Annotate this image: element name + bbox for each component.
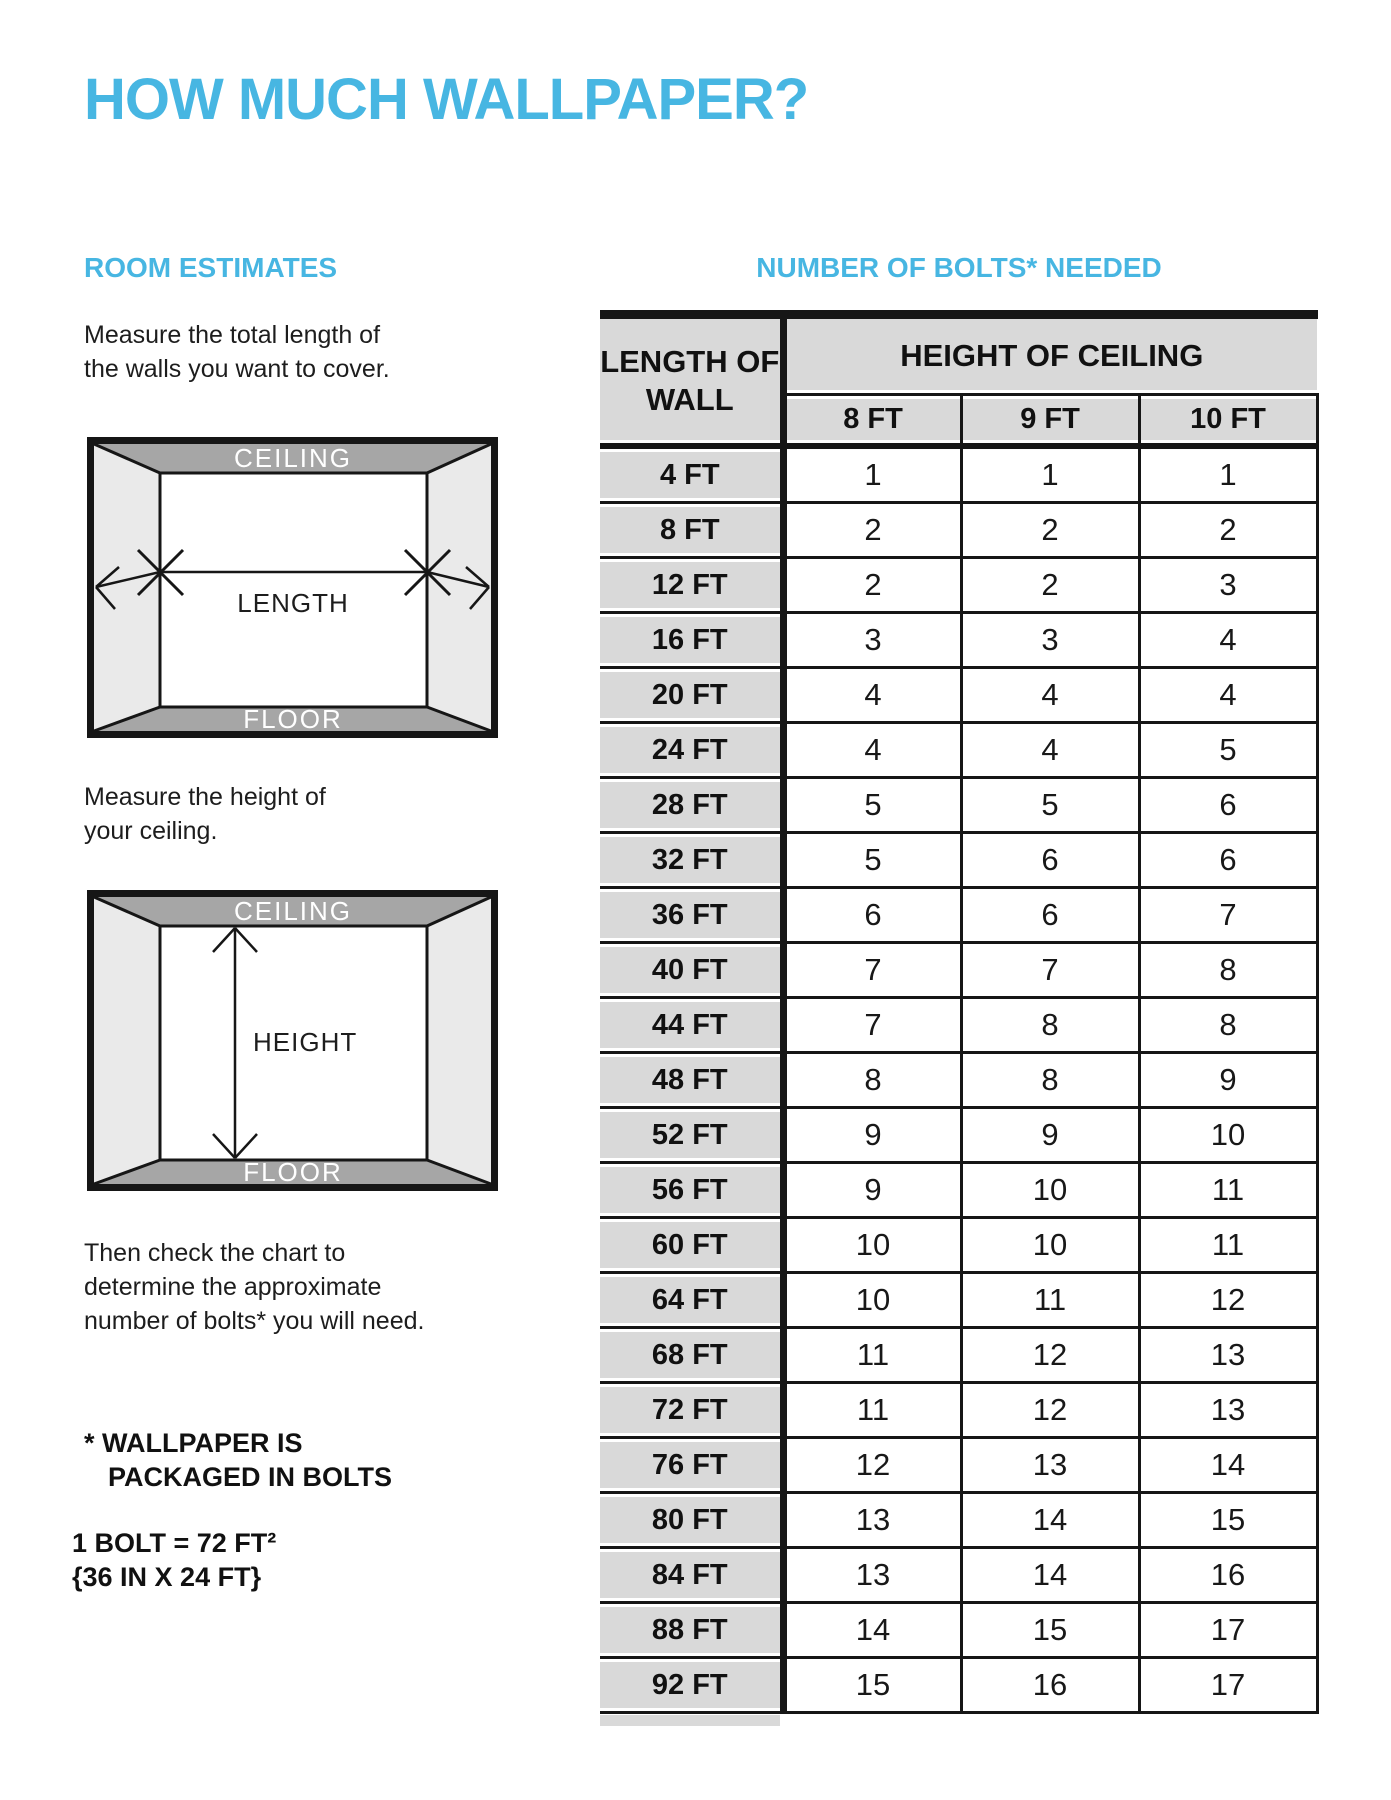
bolt-count-cell: 14 [1139, 1438, 1317, 1493]
left-wall [94, 897, 160, 1184]
wall-length-cell: 84 FT [600, 1548, 783, 1603]
wall-length-cell: 16 FT [600, 613, 783, 668]
table-row [600, 1383, 1317, 1438]
bolt-count-cell: 4 [961, 723, 1139, 778]
bolt-count-cell: 11 [783, 1383, 961, 1438]
table-row [600, 1438, 1317, 1493]
wall-length-cell: 56 FT [600, 1163, 783, 1218]
bolt-count-cell: 6 [961, 833, 1139, 888]
bolts-needed-heading: NUMBER OF BOLTS* NEEDED [756, 252, 1162, 283]
bolt-count-cell: 17 [1139, 1603, 1317, 1658]
bolt-count-cell: 3 [783, 613, 961, 668]
bolt-count-cell: 3 [961, 613, 1139, 668]
bolt-count-cell: 7 [961, 943, 1139, 998]
bolt-definition-line: {36 IN X 24 FT} [72, 1562, 262, 1592]
wallpaper-footnote [84, 1426, 392, 1494]
bolt-count-cell: 16 [961, 1658, 1139, 1713]
wall-length-cell: 20 FT [600, 668, 783, 723]
bolt-count-cell: 1 [1139, 446, 1317, 503]
paragraph-line: Measure the height of [84, 783, 326, 811]
bolt-count-cell: 13 [1139, 1383, 1317, 1438]
table-row [600, 943, 1317, 998]
wall-length-cell: 48 FT [600, 1053, 783, 1108]
paragraph-line: determine the approximate [84, 1273, 382, 1301]
bolt-count-cell: 6 [1139, 778, 1317, 833]
bolt-count-cell: 10 [783, 1218, 961, 1273]
table-row [600, 998, 1317, 1053]
height-label: HEIGHT [253, 1027, 358, 1057]
table-body [600, 446, 1317, 1713]
bolt-count-cell: 2 [961, 558, 1139, 613]
check-chart-paragraph [84, 1236, 424, 1338]
wall-length-cell: 92 FT [600, 1658, 783, 1713]
bolt-count-cell: 6 [961, 888, 1139, 943]
wall-length-cell: 52 FT [600, 1108, 783, 1163]
table-row [600, 558, 1317, 613]
bolt-count-cell: 2 [783, 558, 961, 613]
bolt-count-cell: 5 [783, 833, 961, 888]
table-row [600, 888, 1317, 943]
bolt-count-cell: 8 [783, 1053, 961, 1108]
table-row [600, 1163, 1317, 1218]
left-wall [94, 444, 160, 731]
floor-label: FLOOR [243, 704, 343, 734]
bolt-count-cell: 4 [1139, 613, 1317, 668]
bolt-count-cell: 12 [783, 1438, 961, 1493]
bolt-count-cell: 9 [1139, 1053, 1317, 1108]
bolt-count-cell: 5 [961, 778, 1139, 833]
page-title: HOW MUCH WALLPAPER? [84, 67, 809, 132]
ceiling-label: CEILING [233, 443, 353, 473]
table-row [600, 1328, 1317, 1383]
wall-length-cell: 40 FT [600, 943, 783, 998]
bolt-count-cell: 12 [961, 1328, 1139, 1383]
paragraph-line: Measure the total length of [84, 321, 381, 349]
bolt-definition-line: 1 BOLT = 72 FT² [72, 1528, 277, 1558]
bolt-count-cell: 9 [783, 1108, 961, 1163]
table-row [600, 1053, 1317, 1108]
bolt-count-cell: 9 [961, 1108, 1139, 1163]
table-bottom-sliver [600, 1715, 780, 1726]
wall-length-cell: 36 FT [600, 888, 783, 943]
room-height-diagram [87, 890, 498, 1191]
wall-length-cell: 4 FT [600, 446, 783, 503]
wall-length-cell: 60 FT [600, 1218, 783, 1273]
table-row [600, 1108, 1317, 1163]
height-of-ceiling-header: HEIGHT OF CEILING [783, 319, 1317, 395]
length-of-wall-header: LENGTH OF WALL [600, 319, 783, 446]
bolt-count-cell: 11 [783, 1328, 961, 1383]
bolt-count-cell: 13 [783, 1493, 961, 1548]
table-header-row [600, 319, 1317, 395]
bolt-count-cell: 6 [1139, 833, 1317, 888]
right-wall [427, 444, 491, 731]
bolt-count-cell: 4 [1139, 668, 1317, 723]
bolt-count-cell: 16 [1139, 1548, 1317, 1603]
table-row [600, 778, 1317, 833]
bolt-count-cell: 2 [1139, 503, 1317, 558]
bolt-count-cell: 3 [1139, 558, 1317, 613]
wall-length-cell: 80 FT [600, 1493, 783, 1548]
bolts-table [600, 319, 1319, 1714]
bolt-count-cell: 8 [961, 998, 1139, 1053]
wall-length-cell: 8 FT [600, 503, 783, 558]
right-wall [427, 897, 491, 1184]
bolt-count-cell: 14 [961, 1548, 1139, 1603]
bolt-count-cell: 1 [961, 446, 1139, 503]
bolt-count-cell: 13 [783, 1548, 961, 1603]
bolt-count-cell: 10 [1139, 1108, 1317, 1163]
table-row [600, 1218, 1317, 1273]
column-header-9ft: 9 FT [961, 395, 1139, 447]
table-row [600, 833, 1317, 888]
column-header-10ft: 10 FT [1139, 395, 1317, 447]
bolt-count-cell: 10 [961, 1163, 1139, 1218]
bolt-count-cell: 7 [783, 998, 961, 1053]
bolts-table-container [600, 310, 1318, 1726]
table-row [600, 1273, 1317, 1328]
floor-label: FLOOR [243, 1157, 343, 1187]
bolt-count-cell: 1 [783, 446, 961, 503]
bolt-count-cell: 15 [783, 1658, 961, 1713]
wall-length-cell: 88 FT [600, 1603, 783, 1658]
bolt-count-cell: 4 [961, 668, 1139, 723]
wall-length-cell: 64 FT [600, 1273, 783, 1328]
bolt-count-cell: 11 [1139, 1163, 1317, 1218]
wall-length-cell: 24 FT [600, 723, 783, 778]
table-row [600, 1603, 1317, 1658]
bolt-count-cell: 10 [783, 1273, 961, 1328]
bolt-count-cell: 8 [961, 1053, 1139, 1108]
bolt-count-cell: 8 [1139, 943, 1317, 998]
bolt-count-cell: 5 [1139, 723, 1317, 778]
bolt-count-cell: 4 [783, 668, 961, 723]
bolt-count-cell: 5 [783, 778, 961, 833]
footnote-line: PACKAGED IN BOLTS [108, 1462, 393, 1492]
bolt-count-cell: 12 [961, 1383, 1139, 1438]
wall-length-cell: 68 FT [600, 1328, 783, 1383]
bolt-count-cell: 11 [1139, 1218, 1317, 1273]
room-estimates-heading: ROOM ESTIMATES [84, 252, 338, 283]
table-row [600, 668, 1317, 723]
paragraph-line: the walls you want to cover. [84, 355, 390, 383]
bolt-count-cell: 7 [1139, 888, 1317, 943]
ceiling-label: CEILING [233, 896, 353, 926]
bolt-count-cell: 8 [1139, 998, 1317, 1053]
table-row [600, 1548, 1317, 1603]
bolt-count-cell: 17 [1139, 1658, 1317, 1713]
bolt-count-cell: 10 [961, 1218, 1139, 1273]
bolt-count-cell: 2 [961, 503, 1139, 558]
wall-length-cell: 12 FT [600, 558, 783, 613]
column-header-8ft: 8 FT [783, 395, 961, 447]
bolt-count-cell: 14 [783, 1603, 961, 1658]
bolt-count-cell: 9 [783, 1163, 961, 1218]
table-row [600, 723, 1317, 778]
wall-length-cell: 44 FT [600, 998, 783, 1053]
table-top-border [600, 310, 1318, 319]
bolt-count-cell: 12 [1139, 1273, 1317, 1328]
measure-length-paragraph [84, 318, 390, 386]
bolt-count-cell: 6 [783, 888, 961, 943]
bolt-count-cell: 4 [783, 723, 961, 778]
table-row [600, 503, 1317, 558]
paragraph-line: your ceiling. [84, 817, 218, 845]
bolt-count-cell: 15 [1139, 1493, 1317, 1548]
bolt-count-cell: 14 [961, 1493, 1139, 1548]
bolt-count-cell: 13 [1139, 1328, 1317, 1383]
wall-length-cell: 76 FT [600, 1438, 783, 1493]
bolt-count-cell: 2 [783, 503, 961, 558]
bolt-count-cell: 11 [961, 1273, 1139, 1328]
room-length-diagram [87, 437, 498, 738]
paragraph-line: Then check the chart to [84, 1239, 346, 1267]
wall-length-cell: 28 FT [600, 778, 783, 833]
paragraph-line: number of bolts* you will need. [84, 1307, 425, 1335]
table-row [600, 613, 1317, 668]
wall-length-cell: 72 FT [600, 1383, 783, 1438]
wall-length-cell: 32 FT [600, 833, 783, 888]
table-row [600, 446, 1317, 503]
length-label: LENGTH [237, 588, 349, 618]
table-row [600, 1493, 1317, 1548]
bolt-count-cell: 7 [783, 943, 961, 998]
bolt-definition [72, 1526, 276, 1594]
measure-height-paragraph [84, 780, 326, 848]
footnote-line: * WALLPAPER IS [84, 1428, 303, 1458]
table-row [600, 1658, 1317, 1713]
bolt-count-cell: 13 [961, 1438, 1139, 1493]
bolt-count-cell: 15 [961, 1603, 1139, 1658]
